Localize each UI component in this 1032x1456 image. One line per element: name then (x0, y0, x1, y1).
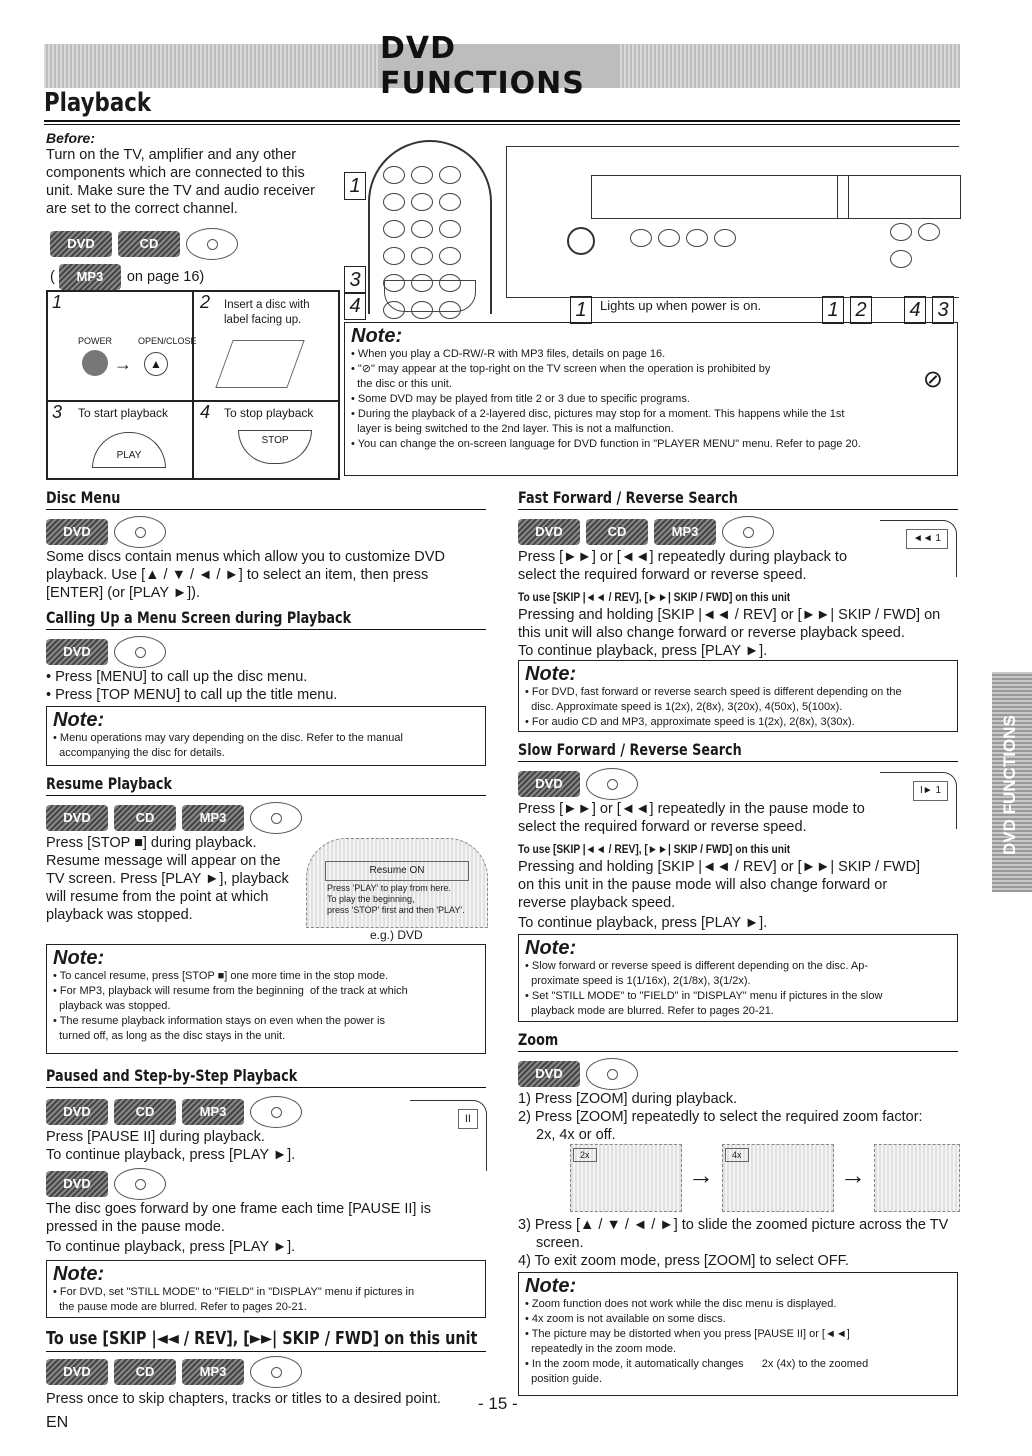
power-button-icon (82, 350, 108, 376)
main-note-line: • During the playback of a 2-layered disc, pictures may stop for a moment. This happens while the 1st (351, 408, 845, 420)
note-line: • For audio CD and MP3, approximate speed is 1(2x), 2(8x), 3(30x). (525, 716, 855, 728)
slow-badges (518, 768, 638, 800)
ff-tv-corner (880, 520, 957, 577)
step-2-number: 2 (200, 292, 211, 312)
power-label: POWER (78, 336, 113, 346)
ff-osd: ◄◄ 1 (906, 529, 948, 549)
note-line: • For DVD, fast forward or reverse search speed is different depending on the (525, 686, 902, 698)
calling-menu-rule (46, 629, 486, 630)
paused-note (46, 1260, 486, 1318)
language-code: EN (46, 1414, 69, 1431)
eject-button-icon: ▲ (144, 352, 168, 376)
paused-text-2: The disc goes forward by one frame each time [PAUSE II] is pressed in the pause mode. (46, 1201, 431, 1235)
disc-menu-rule (46, 509, 486, 510)
resume-osd-line: To play the beginning, (327, 894, 415, 904)
zoom-heading: Zoom (518, 1030, 559, 1049)
disc-icon (586, 1058, 638, 1090)
side-tab-label: DVD FUNCTIONS (1000, 715, 1019, 855)
ff-text-2: Pressing and holding [SKIP |◄◄ / REV] or [►►| SKIP / FWD] on this unit will also change forward or reverse playback speed. (518, 607, 941, 641)
note-line: • 4x zoom is not available on some discs. (525, 1313, 726, 1325)
paused-line-1: Press [PAUSE II] during playback. (46, 1129, 265, 1145)
slow-note (518, 934, 958, 1022)
disc-icon (114, 516, 166, 548)
note-title: Note: (525, 937, 577, 959)
note-title: Note: (53, 1263, 105, 1285)
zoom-osd-4x: 4x (725, 1148, 749, 1162)
before-block (46, 130, 336, 218)
note-line: • Zoom function does not work while the disc menu is displayed. (525, 1298, 837, 1310)
mp3-ref-text: on page 16) (126, 268, 205, 285)
ff-heading: Fast Forward / Reverse Search (518, 488, 738, 507)
ff-subheading: To use [SKIP |◄◄ / REV], [►►| SKIP / FWD] on this unit (518, 590, 791, 604)
page-number: - 15 - (478, 1394, 518, 1413)
disc-icon (250, 802, 302, 834)
note-line: • The resume playback information stays on even when the power is (53, 1015, 385, 1027)
note-line: turned off, as long as the disc stays in the unit. (53, 1030, 286, 1042)
remote-callout-3: 3 (344, 266, 366, 294)
resume-rule (46, 795, 486, 796)
slow-heading: Slow Forward / Reverse Search (518, 740, 742, 759)
play-button-icon: PLAY (92, 432, 166, 468)
zoom-arrow-icon: → (840, 1160, 866, 1190)
disc-icon (186, 228, 238, 260)
slow-text-2: Pressing and holding [SKIP |◄◄ / REV] or [►►| SKIP / FWD] on this unit in the pause mode will also change forward or reverse playback speed. (518, 859, 921, 911)
zoom-screen-2x (570, 1144, 682, 1212)
main-note-line: • Some DVD may be played from title 2 or 3 due to specific programs. (351, 393, 690, 405)
mp3-ref: ( MP3 on page 16) (50, 264, 204, 290)
disc-icon (250, 1356, 302, 1388)
dvd-badge: DVD (46, 1171, 108, 1197)
main-note-line: • You can change the on-screen language for DVD function in "PLAYER MENU" menu. Refer to page 20. (351, 438, 861, 450)
main-note-line: the disc or this unit. (351, 378, 452, 390)
dvd-badge: DVD (46, 1359, 108, 1385)
step-3-text: To start playback (78, 406, 169, 420)
main-note-line: • When you play a CD-RW/-R with MP3 files, details on page 16. (351, 348, 666, 360)
steps-grid (46, 290, 340, 480)
front-panel-illustration (506, 146, 959, 298)
disc-icon (722, 516, 774, 548)
power-indicator-icon (567, 227, 595, 255)
zoom-arrow-icon: → (688, 1160, 714, 1190)
disc-menu-badges (46, 516, 166, 548)
note-line: accompanying the disc for details. (53, 747, 225, 759)
ff-line-3: To continue playback, press [PLAY ►]. (518, 643, 768, 659)
skip-heading: To use [SKIP |◄◄ / REV], [►►| SKIP / FWD] on this unit (46, 1328, 478, 1349)
section-banner-title: DVD FUNCTIONS (380, 44, 620, 88)
resume-text: Press [STOP ■] during playback. Resume message will appear on the TV screen. Press [PLAY ►], playback will resume from the point at which playback was stopped. (46, 835, 289, 923)
dvd-badge: DVD (46, 1099, 108, 1125)
paused-tv-corner (410, 1100, 487, 1171)
resume-badges (46, 802, 302, 834)
dvd-badge: DVD (46, 519, 108, 545)
slow-osd: I► 1 (913, 781, 948, 801)
ff-rule (518, 509, 958, 510)
cd-badge: CD (114, 1359, 176, 1385)
cd-badge: CD (586, 519, 648, 545)
paused-badges-dvd (46, 1168, 166, 1200)
calling-menu-line-2: • Press [TOP MENU] to call up the title menu. (46, 687, 338, 703)
zoom-rule (518, 1051, 958, 1052)
note-line: • Menu operations may vary depending on the disc. Refer to the manual (53, 732, 403, 744)
slow-line-3: To continue playback, press [PLAY ►]. (518, 915, 768, 931)
ff-note (518, 660, 958, 732)
panel-buttons-right (887, 221, 959, 275)
mp3-badge: MP3 (182, 805, 244, 831)
note-line: repeatedly in the zoom mode. (525, 1343, 677, 1355)
dvd-badge: DVD (518, 771, 580, 797)
title-rule (44, 120, 960, 122)
slow-tv-corner (880, 772, 957, 829)
vcr-slot (837, 175, 961, 219)
step-2-cell (193, 291, 339, 401)
mp3-badge: MP3 (59, 264, 121, 290)
paused-heading: Paused and Step-by-Step Playback (46, 1066, 298, 1085)
zoom-screen-off (874, 1144, 960, 1212)
main-note-line: layer is being switched to the 2nd layer. This is not a malfunction. (351, 423, 674, 435)
before-text: Turn on the TV, amplifier and any other components which are connected to this unit. Make sure the TV and audio receiver are set to the correct channel. (46, 147, 315, 217)
main-note-title: Note: (351, 325, 403, 347)
panel-callout-2: 2 (850, 296, 872, 324)
calling-menu-note (46, 706, 486, 766)
skip-text: Press once to skip chapters, tracks or titles to a desired point. (46, 1391, 441, 1407)
paused-rule (46, 1087, 486, 1088)
cd-badge: CD (118, 231, 180, 257)
disc-tray-slot (591, 175, 849, 219)
cd-badge: CD (114, 805, 176, 831)
dvd-badge: DVD (46, 805, 108, 831)
note-line: • Set "STILL MODE" to "FIELD" in "DISPLAY" menu if pictures in the slow (525, 990, 883, 1002)
note-line: • The picture may be distorted when you press [PAUSE II] or [◄◄] (525, 1328, 850, 1340)
page-title: Playback (44, 88, 152, 118)
resume-heading: Resume Playback (46, 774, 172, 793)
paused-line-2: To continue playback, press [PLAY ►]. (46, 1147, 296, 1163)
note-line: the pause mode are blurred. Refer to pages 20-21. (53, 1301, 307, 1313)
disc-icon (586, 768, 638, 800)
note-line: • Slow forward or reverse speed is different depending on the disc. Ap- (525, 960, 869, 972)
zoom-step-3: 3) Press [▲ / ▼ / ◄ / ►] to slide the zoomed picture across the TV (518, 1217, 949, 1233)
zoom-step-2: 2) Press [ZOOM] repeatedly to select the required zoom factor: (518, 1109, 923, 1125)
prohibited-icon: ⊘ (922, 366, 943, 393)
note-title: Note: (53, 947, 105, 969)
remote-callout-4: 4 (344, 292, 366, 320)
skip-badges (46, 1356, 302, 1388)
panel-callout-3: 3 (932, 296, 954, 324)
note-title: Note: (525, 663, 577, 685)
paused-badges (46, 1096, 302, 1128)
before-label: Before: (46, 130, 96, 146)
zoom-step-1: 1) Press [ZOOM] during playback. (518, 1091, 738, 1107)
title-rule-thin (44, 124, 960, 125)
zoom-osd-2x: 2x (573, 1148, 597, 1162)
paused-line-3: To continue playback, press [PLAY ►]. (46, 1239, 296, 1255)
ff-badges (518, 516, 774, 548)
resume-osd-line: press 'STOP' first and then 'PLAY'. (327, 905, 465, 915)
disc-menu-text: Some discs contain menus which allow you to customize DVD playback. Use [▲ / ▼ / ◄ / ►] to select an item, then press [ENTER] (or [PLAY ►]). (46, 549, 445, 601)
resume-tv-screen (306, 838, 488, 928)
mp3-badge: MP3 (182, 1099, 244, 1125)
remote-callout-1: 1 (344, 172, 366, 200)
ff-text: Press [►►] or [◄◄] repeatedly during playback to select the required forward or reverse speed. (518, 549, 848, 583)
calling-menu-badges (46, 636, 166, 668)
mp3-badge: MP3 (182, 1359, 244, 1385)
zoom-step-4: 4) To exit zoom mode, press [ZOOM] to select OFF. (518, 1253, 849, 1269)
remote-stop-play-icon (384, 280, 476, 312)
step-1-cell (47, 291, 197, 401)
cd-badge: CD (114, 1099, 176, 1125)
zoom-step-2b: 2x, 4x or off. (536, 1127, 616, 1143)
dvd-badge: DVD (50, 231, 112, 257)
panel-callout-1b: 1 (822, 296, 844, 324)
step-4-text: To stop playback (224, 406, 314, 420)
panel-callout-1: 1 (570, 296, 592, 324)
calling-menu-heading: Calling Up a Menu Screen during Playback (46, 608, 352, 627)
note-line: • For MP3, playback will resume from the beginning of the track at which (53, 985, 408, 997)
disc-tray-icon (215, 340, 304, 388)
step-3-number: 3 (52, 402, 63, 422)
note-title: Note: (525, 1275, 577, 1297)
slow-text: Press [►►] or [◄◄] repeatedly in the pause mode to select the required forward or reverse speed. (518, 801, 865, 835)
calling-menu-line-1: • Press [MENU] to call up the disc menu. (46, 669, 308, 685)
skip-rule (46, 1351, 486, 1352)
note-line: disc. Approximate speed is 1(2x), 2(8x), 3(20x), 4(50x), 5(100x). (525, 701, 843, 713)
note-line: • In the zoom mode, it automatically changes 2x (4x) to the zoomed (525, 1358, 869, 1370)
zoom-badges (518, 1058, 638, 1090)
step-4-cell (193, 401, 339, 479)
stop-button-icon: STOP (238, 430, 312, 464)
slow-subheading: To use [SKIP |◄◄ / REV], [►►| SKIP / FWD] on this unit (518, 842, 791, 856)
disc-icon (114, 1168, 166, 1200)
arrow-icon: → (114, 354, 132, 374)
panel-callout-4: 4 (904, 296, 926, 324)
dvd-badge: DVD (518, 1061, 580, 1087)
disc-menu-heading: Disc Menu (46, 488, 121, 507)
note-line: playback mode are blurred. Refer to pages 20-21. (525, 1005, 774, 1017)
main-note-line: • "⊘" may appear at the top-right on the TV screen when the operation is prohibited by (351, 363, 771, 375)
note-line: • For DVD, set "STILL MODE" to "FIELD" in "DISPLAY" menu if pictures in (53, 1286, 415, 1298)
note-line: • To cancel resume, press [STOP ■] one more time in the stop mode. (53, 970, 389, 982)
resume-note (46, 944, 486, 1054)
dvd-badge: DVD (518, 519, 580, 545)
disc-icon (250, 1096, 302, 1128)
pause-osd: II (458, 1109, 478, 1129)
note-line: playback was stopped. (53, 1000, 171, 1012)
slow-rule (518, 761, 958, 762)
step-1-number: 1 (52, 292, 63, 312)
zoom-step-3b: screen. (536, 1235, 584, 1251)
step-2-text: Insert a disc with label facing up. (224, 299, 310, 326)
open-close-label: OPEN/CLOSE (138, 336, 197, 346)
resume-osd-line: Press 'PLAY' to play from here. (327, 883, 451, 893)
panel-caption: Lights up when power is on. (600, 298, 762, 313)
resume-osd-title: Resume ON (325, 861, 469, 881)
resume-example-label: e.g.) DVD (370, 928, 423, 942)
note-line: position guide. (525, 1373, 603, 1385)
note-title: Note: (53, 709, 105, 731)
panel-buttons (627, 227, 739, 254)
zoom-screen-4x (722, 1144, 834, 1212)
mp3-badge: MP3 (654, 519, 716, 545)
main-note (344, 322, 958, 476)
zoom-note (518, 1272, 958, 1396)
disc-icon (114, 636, 166, 668)
step-3-cell (47, 401, 193, 479)
dvd-badge: DVD (46, 639, 108, 665)
before-disc-badges (50, 228, 238, 260)
step-4-number: 4 (200, 402, 211, 422)
note-line: proximate speed is 1(1/16x), 2(1/8x), 3(1/2x). (525, 975, 751, 987)
